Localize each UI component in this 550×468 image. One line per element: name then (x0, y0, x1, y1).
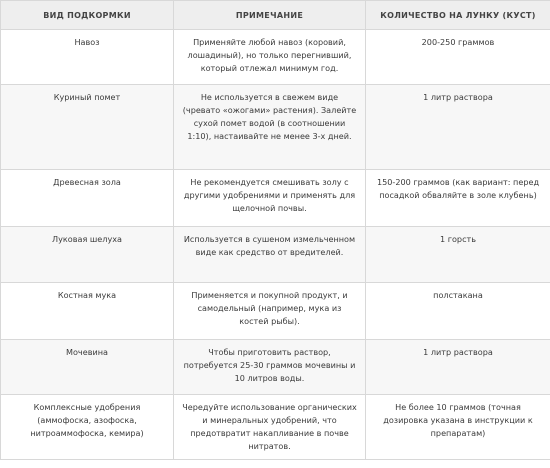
cell-note: Применяйте любой навоз (коровий, лошадиный), но только перегнивший, который отлежал минимум год. (174, 30, 366, 85)
cell-note: Чтобы приготовить раствор, потребуется 25-30 граммов мочевины и 10 литров воды. (174, 340, 366, 395)
cell-type: Костная мука (1, 283, 174, 340)
cell-type: Куриный помет (1, 85, 174, 170)
table-row (1, 395, 550, 460)
table-row (1, 283, 550, 340)
cell-note: Применяется и покупной продукт, и самодельный (например, мука из костей рыбы). (174, 283, 366, 340)
header-row (1, 1, 550, 30)
cell-note: Используется в сушеном измельченном виде как средство от вредителей. (174, 227, 366, 283)
cell-amount: полстакана (366, 283, 550, 340)
cell-amount: 1 литр раствора (366, 85, 550, 170)
cell-amount: Не более 10 граммов (точная дозировка указана в инструкции к препаратам) (366, 395, 550, 460)
header-type: ВИД ПОДКОРМКИ (1, 1, 174, 30)
cell-type: Древесная зола (1, 170, 174, 227)
cell-type: Мочевина (1, 340, 174, 395)
cell-note: Не рекомендуется смешивать золу с другими удобрениями и применять для щелочной почвы. (174, 170, 366, 227)
header-note: ПРИМЕЧАНИЕ (174, 1, 366, 30)
cell-type: Комплексные удобрения (аммофоска, азофоска, нитроаммофоска, кемира) (1, 395, 174, 460)
cell-amount: 1 горсть (366, 227, 550, 283)
table-row (1, 30, 550, 85)
cell-type: Луковая шелуха (1, 227, 174, 283)
table-row (1, 340, 550, 395)
cell-amount: 1 литр раствора (366, 340, 550, 395)
table-row (1, 227, 550, 283)
table-row (1, 170, 550, 227)
table-body (1, 30, 550, 460)
header-amount: КОЛИЧЕСТВО НА ЛУНКУ (КУСТ) (366, 1, 550, 30)
cell-amount: 200-250 граммов (366, 30, 550, 85)
cell-amount: 150-200 граммов (как вариант: перед посадкой обваляйте в золе клубень) (366, 170, 550, 227)
cell-type: Навоз (1, 30, 174, 85)
cell-note: Чередуйте использование органических и минеральных удобрений, что предотвратит накапливание в почве нитратов. (174, 395, 366, 460)
cell-note: Не используется в свежем виде (чревато «ожогами» растения). Залейте сухой помет водой (в соотношении 1:10), настаивайте не менее 3-х дней. (174, 85, 366, 170)
table-header (1, 1, 550, 30)
table-row (1, 85, 550, 170)
